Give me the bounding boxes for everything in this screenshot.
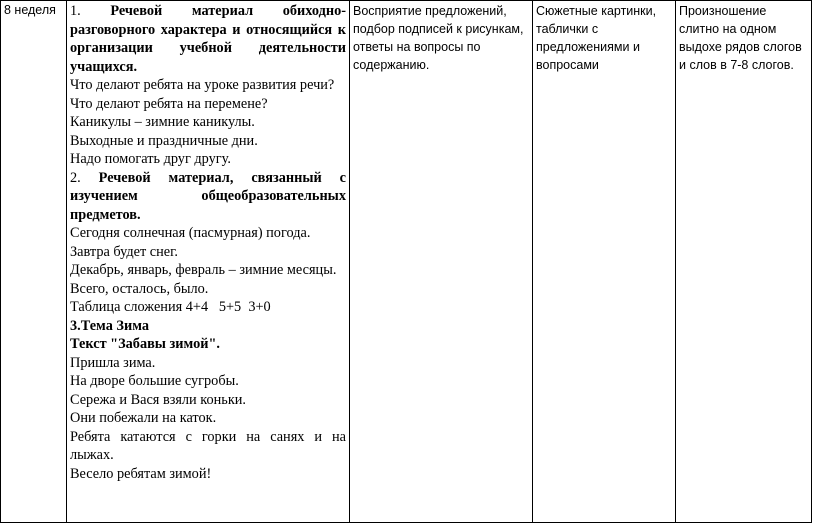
- activity-cell: [350, 1, 533, 523]
- list-item: Выходные и праздничные дни.: [70, 132, 258, 149]
- table-row: [1, 1, 812, 523]
- section-heading-3: 3.Тема Зима: [70, 317, 149, 334]
- list-item: Надо помогать друг другу.: [70, 151, 231, 167]
- section-heading-1: 1. Речевой материал обиходно-разговорного характера и относящийся к организации учебной деятельности учащихся.: [70, 3, 346, 75]
- list-item: На дворе большие сугробы.: [70, 373, 239, 389]
- list-item: Пришла зима.: [70, 354, 156, 371]
- section-heading-2: 2. Речевой материал, связанный с изучением общеобразовательных предметов.: [70, 169, 346, 223]
- list-item: Весело ребятам зимой!: [70, 465, 212, 482]
- list-item: Что делают ребята на перемене?: [70, 95, 268, 112]
- week-label: 8 неделя: [4, 3, 56, 17]
- materials-text: Сюжетные картинки, таблички с предложениями и вопросами: [536, 4, 657, 72]
- materials-cell: [533, 1, 676, 523]
- list-item: Сегодня солнечная (пасмурная) погода.: [70, 225, 311, 241]
- list-item: Они побежали на каток.: [70, 410, 217, 426]
- text-title: Текст "Забавы зимой".: [70, 336, 220, 352]
- pronunciation-cell: [676, 1, 812, 523]
- list-item: Декабрь, январь, февраль – зимние месяцы.: [70, 262, 337, 278]
- list-item: Что делают ребята на уроке развития речи?: [70, 77, 335, 93]
- list-item: Каникулы – зимние каникулы.: [70, 114, 255, 130]
- week-cell: [1, 1, 67, 523]
- list-item: Всего, осталось, было.: [70, 280, 209, 297]
- list-item: Таблица сложения 4+4 5+5 3+0: [70, 299, 271, 315]
- speech-material-cell: [67, 1, 350, 523]
- list-item: Ребята катаются с горки на санях и на лыжах.: [70, 428, 346, 463]
- pronunciation-text: Произношение слитно на одном выдохе рядов слогов и слов в 7-8 слогов.: [679, 4, 802, 72]
- activity-text: Восприятие предложений, подбор подписей к рисункам, ответы на вопросы по содержанию.: [353, 4, 524, 72]
- list-item: Сережа и Вася взяли коньки.: [70, 391, 246, 408]
- list-item: Завтра будет снег.: [70, 243, 178, 260]
